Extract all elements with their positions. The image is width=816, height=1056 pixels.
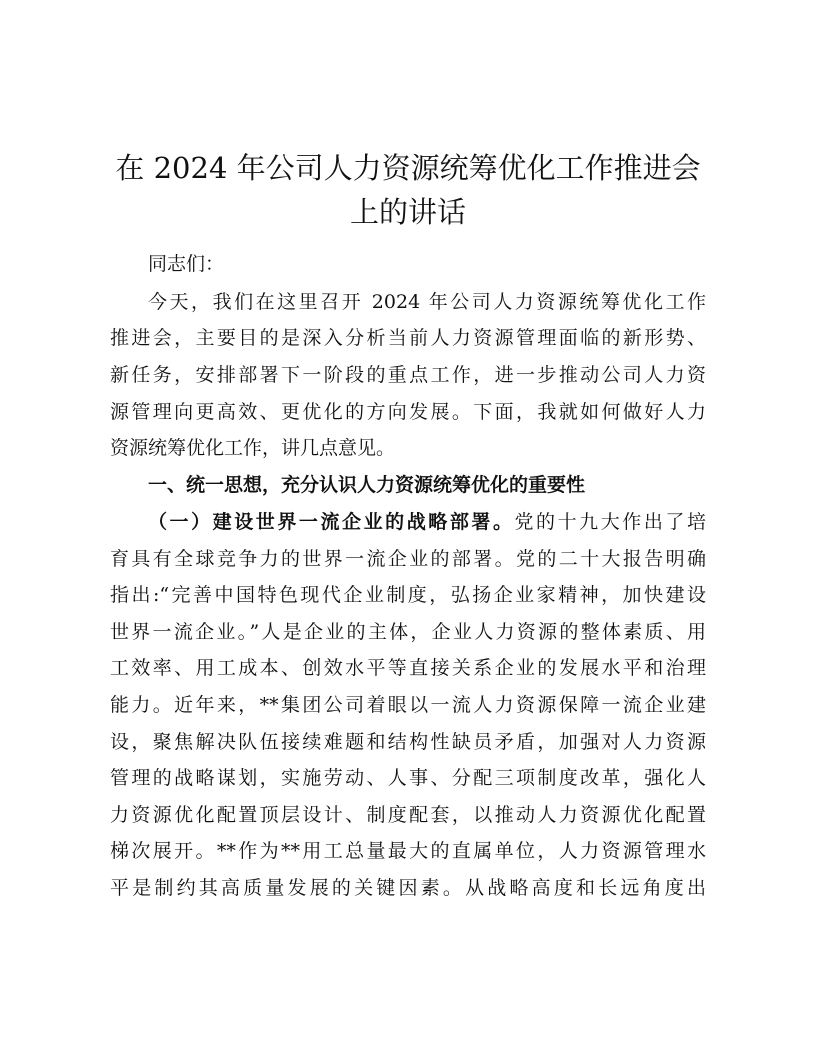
body-line-6: 设，聚焦解决队伍接续难题和结构性缺员矛盾，加强对人力资源	[110, 731, 706, 753]
body-line-7: 管理的战略谋划，实施劳动、人事、分配三项制度改革，强化人	[110, 767, 706, 789]
document-title-line-1: 在 2024 年公司人力资源统筹优化工作推进会	[115, 151, 701, 185]
body-line-2: 指出:“完善中国特色现代企业制度，弘扬企业家精神，加快建设	[110, 584, 706, 606]
body-line-4: 工效率、用工成本、创效水平等直接关系企业的发展水平和治理	[110, 657, 706, 679]
intro-line-2: 推进会，主要目的是深入分析当前人力资源管理面临的新形势、	[110, 327, 706, 349]
subsection-1-first-line-text: 党的十九大作出了培	[514, 511, 706, 533]
document-title-line-2: 上的讲话	[349, 195, 466, 229]
intro-line-1: 今天，我们在这里召开 2024 年公司人力资源统筹优化工作	[148, 291, 706, 313]
subsection-1-first-line	[148, 507, 706, 537]
intro-line-5: 资源统筹优化工作，讲几点意见。	[110, 437, 396, 459]
body-line-5: 能力。近年来，**集团公司着眼以一流人力资源保障一流企业建	[110, 694, 706, 716]
body-line-3: 世界一流企业。”人是企业的主体，企业人力资源的整体素质、用	[110, 621, 706, 643]
subsection-1-title: （一）建设世界一流企业的战略部署。	[148, 511, 515, 533]
body-line-9: 梯次展开。**作为**用工总量最大的直属单位，人力资源管理水	[110, 840, 706, 862]
body-line-1: 育具有全球竞争力的世界一流企业的部署。党的二十大报告明确	[110, 548, 706, 570]
body-line-8: 力资源优化配置顶层设计、制度配套，以推动人力资源优化配置	[110, 804, 706, 826]
intro-line-4: 源管理向更高效、更优化的方向发展。下面，我就如何做好人力	[110, 401, 706, 423]
intro-line-3: 新任务，安排部署下一阶段的重点工作，进一步推动公司人力资	[110, 364, 706, 386]
salutation: 同志们：	[148, 253, 225, 275]
section-1-heading: 一、统一思想，充分认识人力资源统筹优化的重要性	[148, 474, 586, 496]
body-line-10: 平是制约其高质量发展的关键因素。从战略高度和长远角度出	[110, 877, 706, 899]
